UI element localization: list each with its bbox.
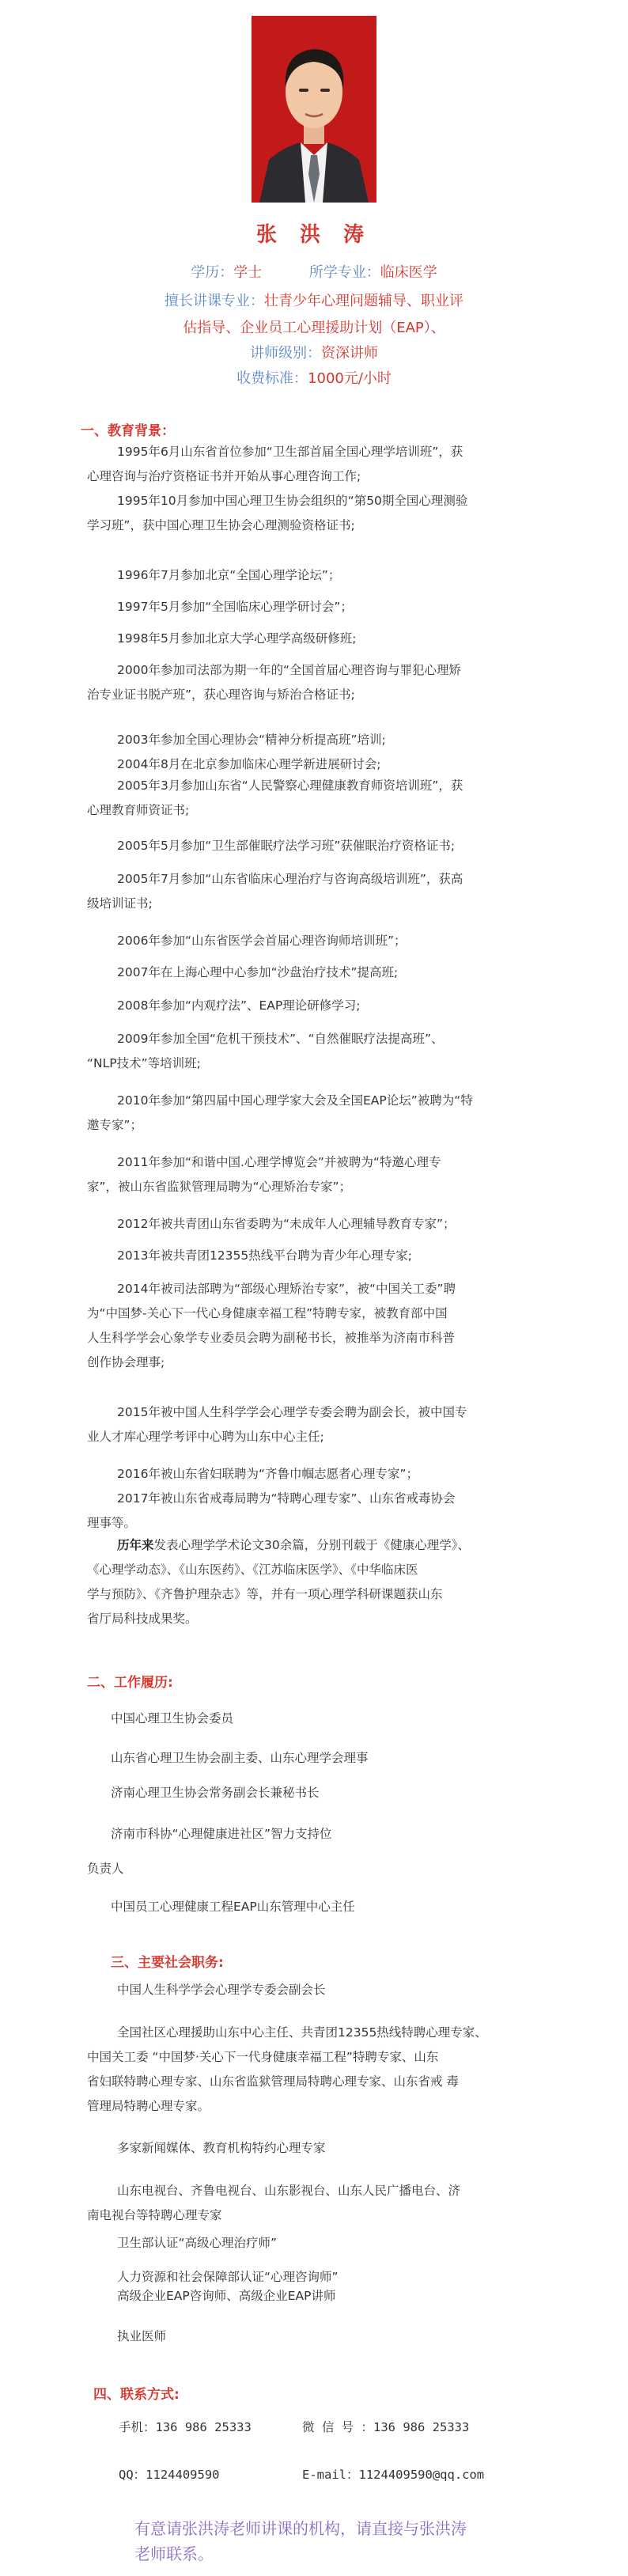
- social-role-entry: [87, 1978, 554, 2002]
- education-label: 学历：: [191, 264, 234, 281]
- level-row: [0, 342, 628, 362]
- major-label: 所学专业：: [308, 264, 380, 281]
- education-entry: [87, 1533, 554, 1631]
- education-entry-line: 人生科学学会心象学专业委员会聘为副秘书长，被推举为济南市科普: [87, 1331, 456, 1345]
- education-major-row: [0, 261, 628, 282]
- specialty-row-2: [0, 316, 628, 337]
- education-entry-line: 2013年被共青团12355热线平台聘为青少年心理专家;: [117, 1248, 412, 1263]
- education-entry-line: 业人才库心理学考评中心聘为山东中心主任;: [87, 1430, 324, 1444]
- education-entry-line: 2005年5月参加“卫生部催眠疗法学习班”获催眠治疗资格证书;: [117, 839, 456, 853]
- education-entry-line: 1997年5月参加“全国临床心理学研讨会”；: [117, 600, 353, 614]
- social-role-entry: [87, 2179, 554, 2228]
- social-role-line: 山东电视台、齐鲁电视台、山东影视台、山东人民广播电台、济: [117, 2184, 461, 2198]
- education-entry-line: “NLP技术”等培训班;: [87, 1056, 201, 1070]
- social-role-line: 多家新闻媒体、教育机构特约心理专家: [117, 2141, 326, 2155]
- education-entry-line: 创作协会理事;: [87, 1355, 165, 1369]
- education-entry-line: 2017年被山东省戒毒局聘为“特聘心理专家”、山东省戒毒协会: [117, 1491, 456, 1506]
- social-role-line: 省妇联特聘心理专家、山东省监狱管理局特聘心理专家、山东省戒 毒: [87, 2074, 459, 2089]
- education-entry-line: 2008年参加“内观疗法”、EAP理论研修学习;: [117, 998, 361, 1013]
- social-role-line: 中国关工委 “中国梦·关心下一代身健康幸福工程”特聘专家、山东: [87, 2050, 439, 2064]
- work-item: 济南市科协“心理健康进社区”智力支持位: [111, 1827, 332, 1841]
- education-entry: [87, 489, 554, 538]
- email-value[interactable]: 1124409590@qq.com: [358, 2468, 485, 2482]
- emphasis-text: 历年来: [117, 1538, 154, 1552]
- phone-label: 手机：: [119, 2420, 156, 2434]
- fee-label: 收费标准：: [236, 370, 308, 387]
- qq-value: 1124409590: [146, 2468, 220, 2482]
- lecturer-name: 张 洪 涛: [255, 223, 373, 247]
- wechat-value: 136 986 25333: [373, 2420, 470, 2434]
- education-entry: [87, 1027, 554, 1076]
- phone-value[interactable]: 136 986 25333: [155, 2420, 252, 2434]
- education-entry-line: 2005年7月参加“山东省临床心理治疗与咨询高级培训班”，获高: [117, 872, 463, 886]
- education-entry: [87, 1462, 554, 1536]
- wechat-label: 微 信 号 ：: [302, 2420, 373, 2434]
- social-role-entry: [87, 2021, 554, 2119]
- phone-row: [119, 2418, 252, 2435]
- education-entry-line: 2012年被共青团山东省委聘为“未成年人心理辅导教育专家”；: [117, 1217, 456, 1231]
- education-entry-line: 2007年在上海心理中心参加“沙盘治疗技术”提高班;: [117, 965, 399, 979]
- wechat-row: [302, 2418, 469, 2435]
- education-entry: [87, 440, 554, 489]
- education-entry-line: 2015年被中国人生科学学会心理学专委会聘为副会长，被中国专: [117, 1405, 467, 1419]
- education-entry: [87, 960, 554, 985]
- work-item: 中国员工心理健康工程EAP山东管理中心主任: [111, 1900, 355, 1914]
- fee-value: 1000元/小时: [308, 370, 392, 387]
- social-role-entry: [87, 2267, 554, 2305]
- education-entry-line: 家”，被山东省监狱管理局聘为“心理矫治专家”；: [87, 1180, 352, 1194]
- education-entry-line: 邀专家”；: [87, 1118, 143, 1132]
- footer-note: [134, 2516, 577, 2567]
- education-entry-line: 历年来发表心理学学术论文30余篇，分别刊载于《健康心理学》、: [117, 1538, 470, 1552]
- footer-line-2: 老师联系。: [134, 2544, 214, 2563]
- education-entry: [87, 1089, 554, 1138]
- social-role-line: 中国人生科学学会心理学专委会副会长: [117, 1983, 326, 1997]
- social-role-line: 全国社区心理援助山东中心主任、共青团12355热线特聘心理专家、: [117, 2025, 487, 2040]
- education-entry-line: 省厅局科技成果奖。: [87, 1612, 198, 1626]
- education-entry-line: 《心理学动态》、《山东医药》、《江苏临床医学》、《中华临床医: [87, 1563, 418, 1577]
- education-entry-line: 2005年3月参加山东省“人民警察心理健康教育师资培训班”，获: [117, 778, 463, 793]
- social-role-entry: [87, 2231, 554, 2256]
- social-role-line: 卫生部认证“高级心理治疗师”: [117, 2236, 278, 2250]
- education-entry-line: 理事等。: [87, 1516, 137, 1530]
- work-item: 负责人: [87, 1862, 124, 1876]
- qq-label: QQ：: [119, 2468, 146, 2482]
- education-entry-line: 治专业证书脱产班”，获心理咨询与矫治合格证书;: [87, 688, 355, 702]
- education-entry-line: 心理咨询与治疗资格证书并开始从事心理咨询工作;: [87, 469, 361, 483]
- level-value: 资深讲师: [321, 345, 378, 362]
- social-role-line: 管理局特聘心理专家。: [87, 2099, 210, 2113]
- contact-section-title: 四、联系方式:: [93, 2387, 180, 2403]
- education-entry-line: 学习班”，获中国心理卫生协会心理测验资格证书;: [87, 518, 355, 532]
- education-entry: [87, 1244, 554, 1268]
- education-entry: [87, 627, 554, 651]
- education-entry-line: 2010年参加“第四届中国心理学家大会及全国EAP论坛”被聘为“特: [117, 1093, 473, 1108]
- education-entry: [87, 994, 554, 1018]
- education-entry: [87, 595, 554, 619]
- social-role-entry: [87, 2136, 554, 2161]
- education-entry-line: 1996年7月参加北京“全国心理学论坛”；: [117, 568, 341, 582]
- specialty-value-1: 壮青少年心理问题辅导、职业评: [264, 293, 463, 309]
- specialty-value-2: 估指导、企业员工心理援助计划（EAP）、: [183, 320, 445, 336]
- major-value: 临床医学: [380, 264, 437, 281]
- footer-line-1: 有意请张洪涛老师讲课的机构，请直接与张洪涛: [134, 2519, 467, 2538]
- education-entry: [87, 563, 554, 588]
- social-role-line: 高级企业EAP咨询师、高级企业EAP讲师: [117, 2289, 336, 2303]
- education-entry-line: 2006年参加“山东省医学会首届心理咨询师培训班”；: [117, 934, 407, 948]
- education-entry-line: 1998年5月参加北京大学心理学高级研修班;: [117, 631, 357, 646]
- work-item: 济南心理卫生协会常务副会长兼秘书长: [111, 1786, 320, 1800]
- education-entry: [87, 1400, 554, 1449]
- education-entry-line: 级培训证书;: [87, 896, 153, 911]
- education-entry-line: 1995年10月参加中国心理卫生协会组织的“第50期全国心理测验: [117, 494, 468, 508]
- qq-row: [119, 2465, 220, 2483]
- work-item: 中国心理卫生协会委员: [111, 1711, 234, 1726]
- education-entry: [87, 834, 554, 858]
- education-entry-line: 2009年参加全国“危机干预技术”、“自然催眠疗法提高班”、: [117, 1032, 444, 1046]
- email-row: [302, 2465, 484, 2483]
- portrait-photo: [252, 16, 376, 203]
- education-entry: [87, 929, 554, 953]
- education-entry: [87, 1277, 554, 1375]
- education-entry: [87, 867, 554, 916]
- education-entry-line: 2011年参加“和谐中国.心理学博览会”并被聘为“特邀心理专: [117, 1155, 441, 1169]
- education-entry: [87, 1212, 554, 1237]
- education-value: 学士: [233, 264, 263, 281]
- specialty-label: 擅长讲课专业：: [165, 293, 264, 309]
- social-role-line: 南电视台等特聘心理专家: [87, 2208, 222, 2222]
- social-role-line: 执业医师: [117, 2329, 167, 2343]
- social-section-title: 三、主要社会职务:: [111, 1955, 224, 1971]
- education-entry-line: 2003年参加全国心理协会“精神分析提高班”培训;: [117, 733, 386, 747]
- fee-row: [0, 367, 628, 388]
- social-role-entry: [87, 2324, 554, 2349]
- work-item: 山东省心理卫生协会副主委、山东心理学会理事: [111, 1751, 369, 1765]
- education-section-title: 一、教育背景：: [81, 423, 175, 439]
- education-entry: [87, 728, 554, 777]
- education-entry-line: 2014年被司法部聘为“部级心理矫治专家”，被“中国关工委”聘: [117, 1282, 456, 1296]
- education-entry: [87, 658, 554, 707]
- specialty-row: [0, 290, 628, 310]
- social-role-line: 人力资源和社会保障部认证“心理咨询师”: [117, 2270, 339, 2284]
- education-entry-line: 学与预防》、《齐鲁护理杂志》等，并有一项心理学科研课题获山东: [87, 1587, 443, 1601]
- education-entry-line: 2000年参加司法部为期一年的“全国首届心理咨询与罪犯心理矫: [117, 663, 461, 677]
- work-section-title: 二、工作履历:: [87, 1675, 173, 1691]
- level-label: 讲师级别：: [250, 345, 321, 362]
- education-entry-line: 2016年被山东省妇联聘为“齐鲁巾帼志愿者心理专家”；: [117, 1467, 419, 1481]
- education-entry-line: 心理教育师资证书;: [87, 803, 190, 817]
- education-entry: [87, 1150, 554, 1199]
- education-entry-line: 1995年6月山东省首位参加“卫生部首届全国心理学培训班”，获: [117, 445, 463, 459]
- education-entry: [87, 774, 554, 823]
- education-entry-line: 为“中国梦-关心下一代心身健康幸福工程”特聘专家，被教育部中国: [87, 1306, 448, 1320]
- email-label: E-mail：: [302, 2468, 359, 2482]
- education-entry-line: 2004年8月在北京参加临床心理学新进展研讨会;: [117, 757, 381, 771]
